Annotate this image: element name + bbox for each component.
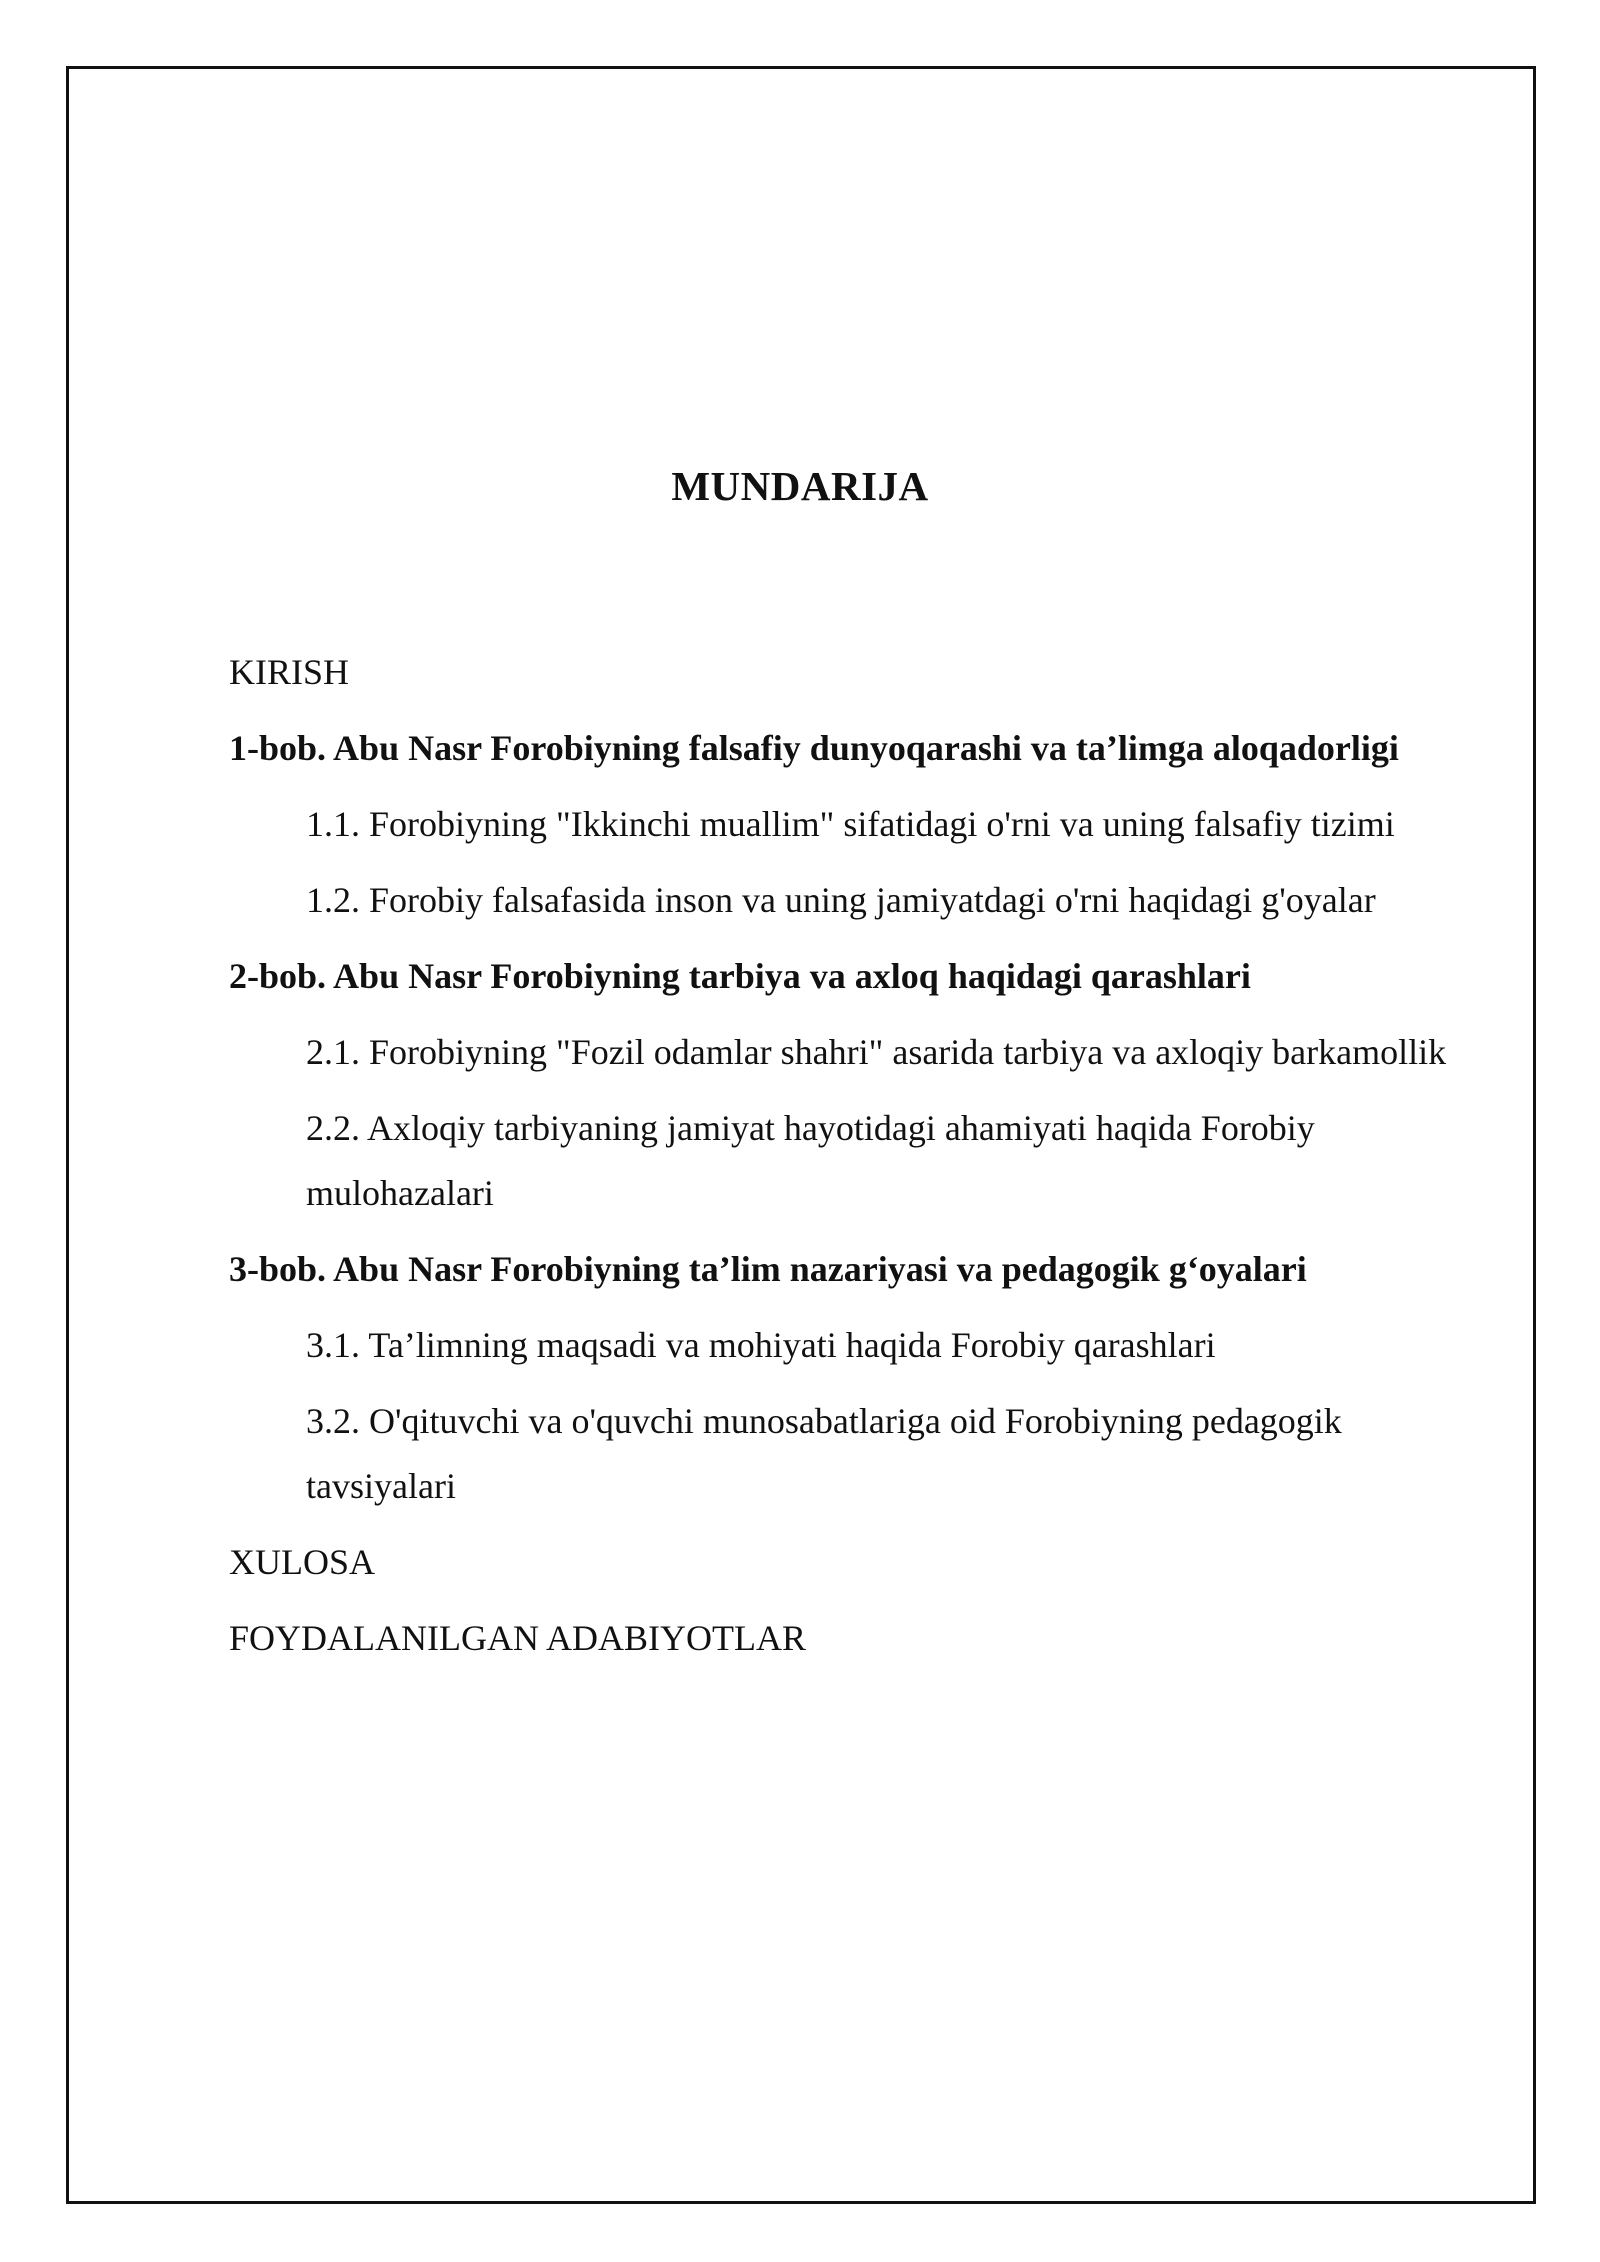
toc-section-1-2[interactable]: 1.2. Forobiy falsafasida inson va uning jamiyatdagi o'rni haqidagi g'oyalar	[306, 880, 1376, 920]
toc-section-3-2[interactable]: 3.2. O'qituvchi va o'quvchi munosabatlariga oid Forobiyning pedagogik tavsiyalari	[306, 1401, 1342, 1506]
toc-item-references[interactable]: FOYDALANILGAN ADABIYOTLAR	[229, 1618, 806, 1658]
table-of-contents	[229, 640, 1479, 1682]
toc-chapter-2[interactable]: 2-bob. Abu Nasr Forobiyning tarbiya va axloq haqidagi qarashlari	[229, 956, 1251, 996]
toc-item-conclusion[interactable]: XULOSA	[229, 1542, 376, 1582]
page-title: MUNDARIJA	[671, 463, 929, 509]
toc-item-introduction[interactable]: KIRISH	[229, 652, 350, 692]
toc-chapter-1[interactable]: 1-bob. Abu Nasr Forobiyning falsafiy dunyoqarashi va ta’limga aloqadorligi	[229, 728, 1399, 768]
toc-section-2-2[interactable]: 2.2. Axloqiy tarbiyaning jamiyat hayotidagi ahamiyati haqida Forobiy mulohazalari	[306, 1108, 1315, 1213]
toc-chapter-3[interactable]: 3-bob. Abu Nasr Forobiyning ta’lim nazariyasi va pedagogik g‘oyalari	[229, 1249, 1307, 1289]
toc-section-1-1[interactable]: 1.1. Forobiyning "Ikkinchi muallim" sifatidagi o'rni va uning falsafiy tizimi	[306, 804, 1395, 844]
toc-section-3-1[interactable]: 3.1. Ta’limning maqsadi va mohiyati haqida Forobiy qarashlari	[306, 1325, 1216, 1365]
toc-section-2-1[interactable]: 2.1. Forobiyning "Fozil odamlar shahri" asarida tarbiya va axloqiy barkamollik	[306, 1032, 1447, 1072]
